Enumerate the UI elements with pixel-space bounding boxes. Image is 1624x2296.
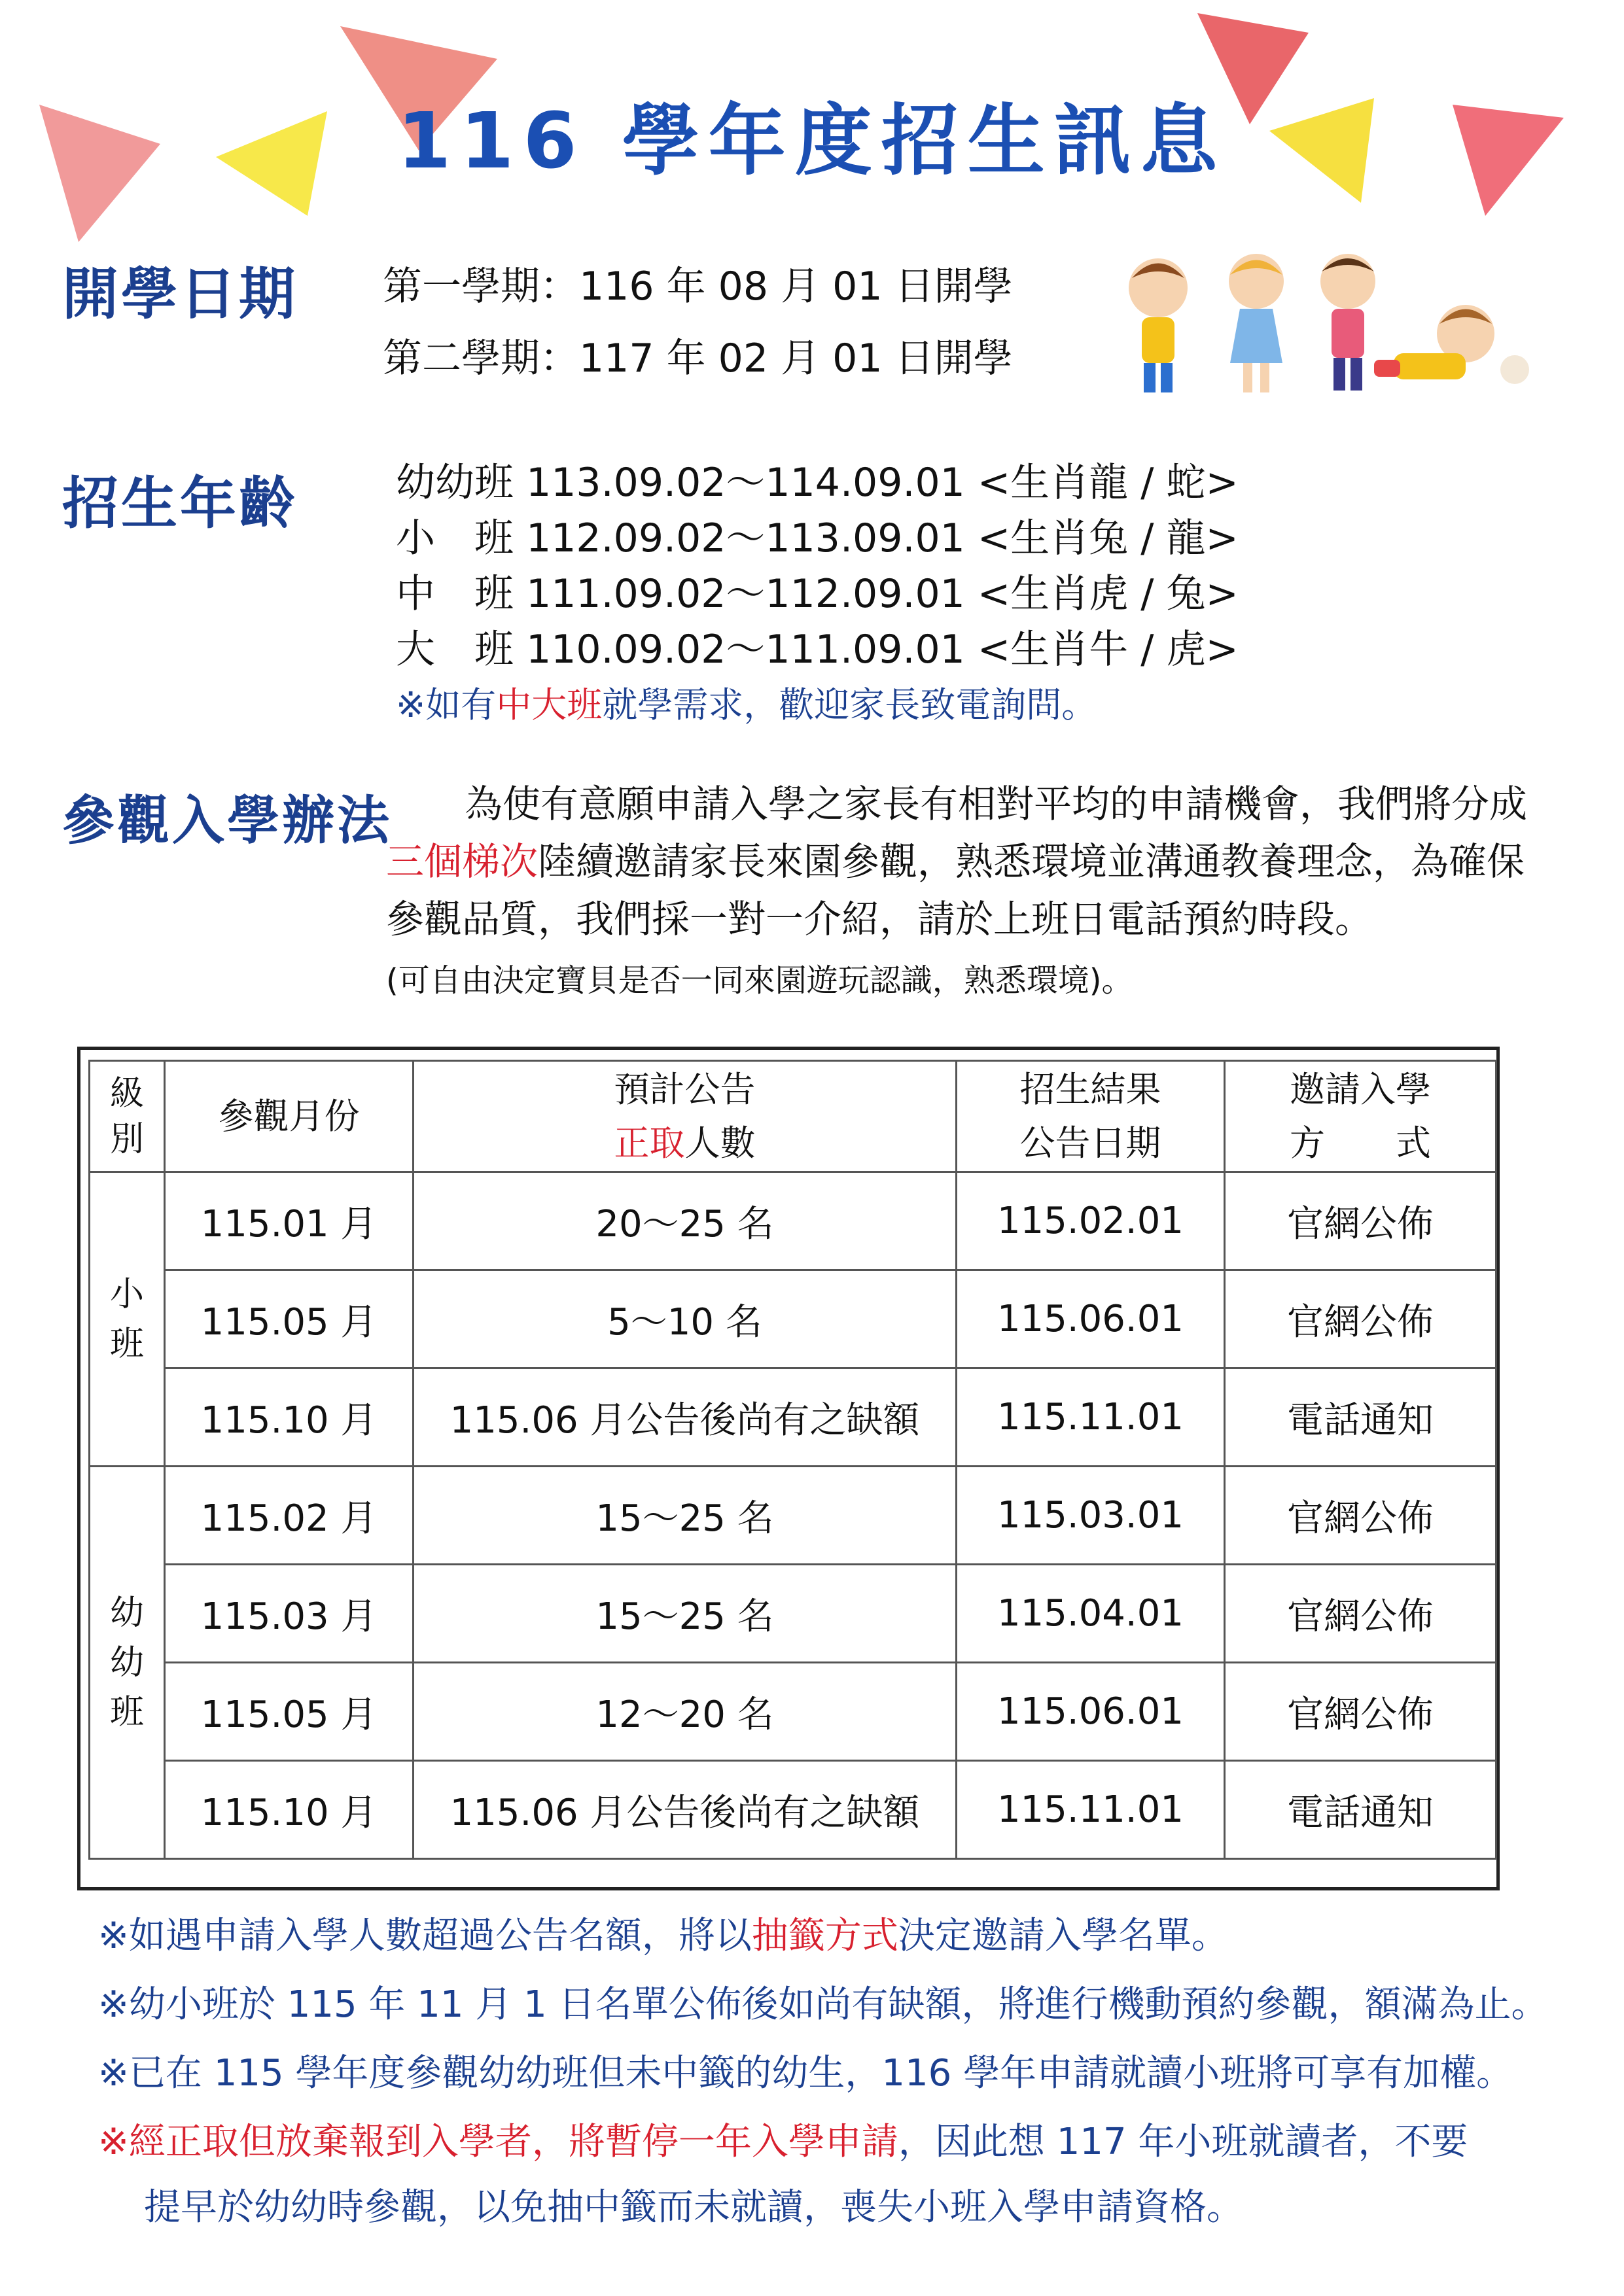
opening-heading: 開學日期 [62, 262, 298, 327]
date-cell: 115.06.01 [957, 1663, 1225, 1761]
table-row [90, 1368, 1496, 1467]
note-forfeit-a: ，因此想 117 年小班就讀者，不要 [898, 2121, 1468, 2163]
method-cell: 官網公佈 [1225, 1172, 1496, 1270]
header-count-bottom [414, 1117, 955, 1170]
month-cell: 115.10 月 [165, 1368, 414, 1467]
header-method [1225, 1061, 1496, 1172]
schedule-table [88, 1060, 1497, 1860]
month-cell: 115.05 月 [165, 1270, 414, 1368]
method-cell: 官網公佈 [1225, 1565, 1496, 1663]
count-cell: 15～25 名 [414, 1467, 957, 1565]
note-lottery [98, 1907, 1228, 1959]
date-cell: 115.06.01 [957, 1270, 1225, 1368]
children-illustration [1112, 235, 1531, 406]
age-line-middle: 中 班 111.09.02～112.09.01 <生肖虎 / 兔> [396, 571, 1239, 617]
header-result-top: 招生結果 [1019, 1068, 1161, 1110]
table-row [90, 1270, 1496, 1368]
header-level: 級別 [90, 1061, 165, 1172]
count-cell: 20～25 名 [414, 1172, 957, 1270]
opening-line-2: 第二學期：117 年 02 月 01 日開學 [383, 336, 1013, 381]
table-row [90, 1761, 1496, 1859]
header-count [414, 1061, 957, 1172]
month-cell: 115.02 月 [165, 1467, 414, 1565]
method-cell: 官網公佈 [1225, 1270, 1496, 1368]
age-line-small: 小 班 112.09.02～113.09.01 <生肖兔 / 龍> [396, 515, 1239, 561]
ages-note [396, 677, 1097, 727]
table-row [90, 1467, 1496, 1565]
table-row [90, 1565, 1496, 1663]
page-title: 116 學年度招生訊息 [397, 96, 1227, 186]
header-result-bottom: 公告日期 [1019, 1122, 1161, 1164]
ages-heading: 招生年齡 [62, 471, 298, 536]
month-cell: 115.03 月 [165, 1565, 414, 1663]
ages-note-highlight: 中大班 [496, 684, 603, 725]
method-cell: 官網公佈 [1225, 1663, 1496, 1761]
header-result [957, 1061, 1225, 1172]
header-method-bottom: 方 式 [1290, 1122, 1431, 1164]
level-cell-small: 小班 [90, 1172, 165, 1467]
count-cell: 115.06 月公告後尚有之缺額 [414, 1761, 957, 1859]
date-cell: 115.11.01 [957, 1761, 1225, 1859]
month-cell: 115.10 月 [165, 1761, 414, 1859]
count-cell: 12～20 名 [414, 1663, 957, 1761]
count-cell: 15～25 名 [414, 1565, 957, 1663]
age-line-toddler: 幼幼班 113.09.02～114.09.01 <生肖龍 / 蛇> [396, 460, 1239, 506]
month-cell: 115.01 月 [165, 1172, 414, 1270]
age-line-large: 大 班 110.09.02～111.09.01 <生肖牛 / 虎> [396, 627, 1239, 672]
header-count-suffix: 人數 [684, 1122, 756, 1164]
table-row [90, 1172, 1496, 1270]
date-cell: 115.04.01 [957, 1565, 1225, 1663]
header-method-top: 邀請入學 [1290, 1068, 1431, 1110]
visit-text-highlight: 三個梯次 [386, 839, 538, 884]
visit-paragraph [386, 775, 1551, 948]
note-lottery-b: 決定邀請入學名單。 [898, 1915, 1228, 1957]
kid-girl-1 [1229, 254, 1284, 392]
note-forfeit [98, 2113, 1468, 2165]
note-forfeit-continued: 提早於幼幼時參觀，以免抽中籤而未就讀，喪失小班入學申請資格。 [144, 2186, 1243, 2229]
note-lottery-a: ※如遇申請入學人數超過公告名額，將以 [98, 1915, 752, 1957]
table-header-row [90, 1061, 1496, 1172]
kid-boy-2 [1320, 254, 1375, 391]
note-weighting: ※已在 115 學年度參觀幼幼班但未中籤的幼生，116 學年申請就讀小班將可享有加權。 [98, 2052, 1513, 2095]
note-lottery-highlight: 抽籤方式 [751, 1915, 898, 1957]
method-cell: 官網公佈 [1225, 1467, 1496, 1565]
kid-boy-1 [1129, 258, 1188, 392]
visit-text-a: 為使有意願申請入學之家長有相對平均的申請機會，我們將分成 [465, 782, 1528, 826]
header-count-highlight: 正取 [614, 1122, 685, 1164]
opening-line-1: 第一學期：116 年 08 月 01 日開學 [383, 264, 1013, 309]
date-cell: 115.11.01 [957, 1368, 1225, 1467]
date-cell: 115.03.01 [957, 1467, 1225, 1565]
method-cell: 電話通知 [1225, 1761, 1496, 1859]
note-vacancy: ※幼小班於 115 年 11 月 1 日名單公佈後如尚有缺額，將進行機動預約參觀，額滿為止。 [98, 1983, 1548, 2026]
month-cell: 115.05 月 [165, 1663, 414, 1761]
method-cell: 電話通知 [1225, 1368, 1496, 1467]
kid-girl-lying [1374, 305, 1529, 384]
date-cell: 115.02.01 [957, 1172, 1225, 1270]
count-cell: 115.06 月公告後尚有之缺額 [414, 1368, 957, 1467]
ages-note-prefix: ※如有 [396, 684, 497, 725]
visit-small-note: (可自由決定寶貝是否一同來園遊玩認識，熟悉環境)。 [386, 962, 1133, 999]
ages-note-suffix: 就學需求，歡迎家長致電詢問。 [602, 684, 1097, 725]
visit-heading: 參觀入學辦法 [62, 790, 392, 851]
count-cell: 5～10 名 [414, 1270, 957, 1368]
header-month: 參觀月份 [165, 1061, 414, 1172]
visit-text-b: 陸續邀請家長來園參觀，熟悉環境並溝通教養理念，為確保參觀品質，我們採一對一介紹，請於上班日電話預約時段。 [386, 839, 1525, 941]
table-row [90, 1663, 1496, 1761]
level-cell-toddler: 幼幼班 [90, 1467, 165, 1859]
header-count-top: 預計公告 [614, 1068, 756, 1110]
note-forfeit-highlight: ※經正取但放棄報到入學者，將暫停一年入學申請 [98, 2121, 898, 2163]
